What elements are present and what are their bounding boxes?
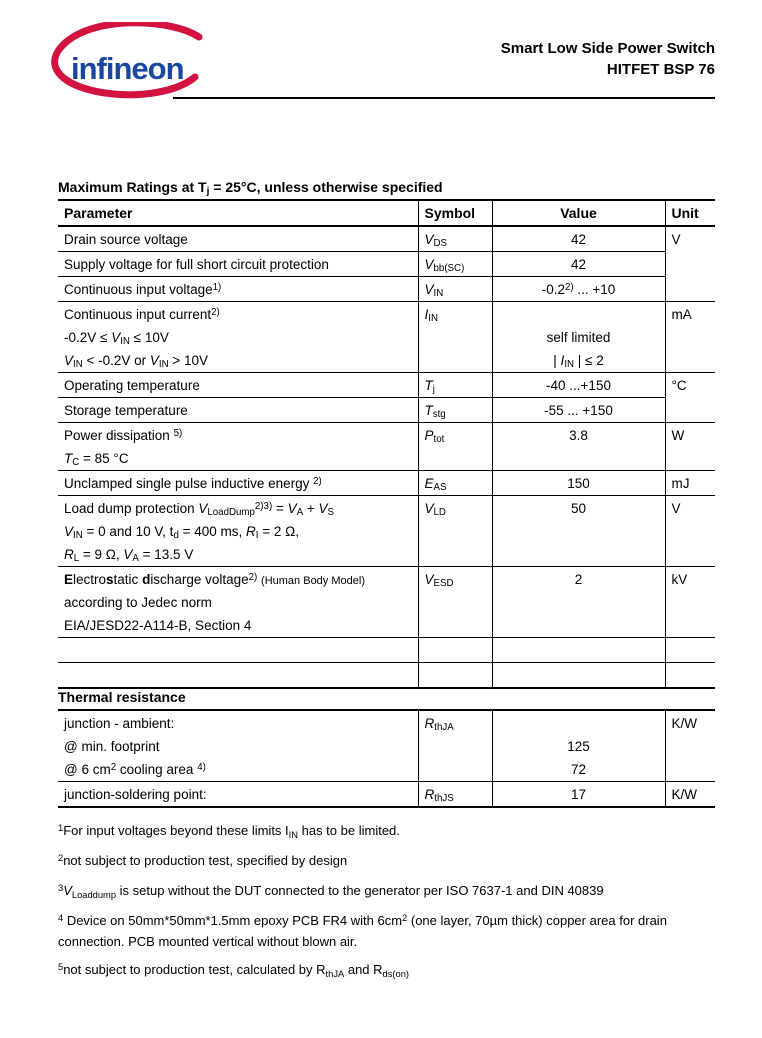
symbol-cell bbox=[418, 710, 492, 782]
cell-line: 150 bbox=[567, 476, 590, 491]
value-cell bbox=[492, 277, 665, 302]
cell-line: Continuous input current$^{2)}$ bbox=[64, 307, 220, 322]
cell-line: V bbox=[671, 232, 681, 247]
max-ratings-title: Maximum Ratings at Tj = 25°C, unless otherwise specified bbox=[58, 179, 443, 198]
table-row bbox=[58, 277, 715, 302]
cell-line: 3.8 bbox=[569, 428, 588, 443]
table-row bbox=[58, 373, 715, 398]
symbol-cell bbox=[418, 567, 492, 638]
symbol-cell bbox=[418, 638, 492, 663]
cell-line: VLD bbox=[424, 501, 446, 519]
symbol-cell bbox=[418, 496, 492, 567]
cell-line: -40 ...+150 bbox=[546, 378, 611, 393]
table-row bbox=[58, 782, 715, 808]
cell-line bbox=[672, 639, 710, 662]
symbol-cell bbox=[418, 277, 492, 302]
cell-line: K/W bbox=[671, 716, 697, 731]
symbol-cell bbox=[418, 373, 492, 398]
cell-line: -0.2V ≤ VIN ≤ 10V bbox=[64, 330, 169, 348]
table-row bbox=[58, 663, 715, 689]
unit-cell bbox=[665, 373, 715, 423]
parameter-cell bbox=[58, 782, 418, 808]
cell-line: VESD bbox=[424, 572, 454, 590]
symbol-cell bbox=[418, 663, 492, 689]
cell-line bbox=[672, 664, 710, 687]
footnotes bbox=[58, 821, 720, 990]
cell-line bbox=[425, 664, 486, 687]
symbol-cell bbox=[418, 423, 492, 471]
value-cell bbox=[492, 423, 665, 471]
table-row bbox=[58, 496, 715, 567]
cell-line: | IIN | ≤ 2 bbox=[553, 353, 604, 371]
value-cell bbox=[492, 373, 665, 398]
value-cell bbox=[492, 252, 665, 277]
table-row bbox=[58, 567, 715, 638]
logo-wordmark: infineon bbox=[71, 51, 184, 86]
cell-line: Tstg bbox=[424, 403, 446, 421]
cell-line: 2 bbox=[574, 572, 583, 587]
symbol-cell bbox=[418, 302, 492, 373]
parameter-cell bbox=[58, 423, 418, 471]
footnote: $^2$not subject to production test, specified by design bbox=[58, 853, 348, 868]
value-cell bbox=[492, 496, 665, 567]
unit-cell bbox=[665, 302, 715, 373]
cell-line: -0.2$^{2)}$ ... +10 bbox=[541, 282, 616, 297]
cell-line: mA bbox=[671, 307, 692, 322]
cell-line: VIN < -0.2V or VIN > 10V bbox=[64, 353, 209, 371]
parameter-cell bbox=[58, 567, 418, 638]
unit-cell bbox=[665, 710, 715, 782]
footnote: $^3V_{Loaddump}$ is setup without the DUT connected to the generator per ISO 7637-1 and DIN 40839 bbox=[58, 883, 604, 900]
cell-line: Tj bbox=[424, 378, 435, 396]
parameter-cell bbox=[58, 471, 418, 496]
value-cell bbox=[492, 782, 665, 808]
parameter-cell bbox=[58, 496, 418, 567]
header-rule bbox=[173, 97, 715, 99]
table-row bbox=[58, 423, 715, 471]
cell-line: @ min. footprint bbox=[64, 739, 160, 754]
cell-line: Continuous input voltage$^{1)}$ bbox=[64, 282, 222, 297]
cell-line bbox=[499, 303, 659, 326]
value-cell bbox=[492, 663, 665, 689]
table-row bbox=[58, 398, 715, 423]
cell-line: IIN bbox=[424, 307, 438, 325]
symbol-cell bbox=[418, 782, 492, 808]
cell-line: according to Jedec norm bbox=[64, 595, 212, 610]
cell-line bbox=[499, 664, 659, 687]
value-cell bbox=[492, 638, 665, 663]
parameter-cell bbox=[58, 710, 418, 782]
cell-line: VDS bbox=[424, 232, 448, 250]
max_ratings-table bbox=[58, 199, 715, 689]
cell-line: 72 bbox=[570, 762, 587, 777]
cell-line: 125 bbox=[567, 739, 590, 754]
cell-line: RL = 9 Ω, VA = 13.5 V bbox=[64, 547, 194, 565]
cell-line: Load dump protection VLoadDump$^{2)3)}$ = VA + VS bbox=[64, 501, 334, 519]
cell-line: junction - ambient: bbox=[64, 716, 175, 731]
parameter-cell bbox=[58, 277, 418, 302]
cell-line: 42 bbox=[570, 257, 587, 272]
value-cell bbox=[492, 226, 665, 252]
cell-line: Power dissipation $^{5)}$ bbox=[64, 428, 183, 443]
cell-line: Vbb(SC) bbox=[424, 257, 465, 275]
cell-line: @ 6 $cm^2$ cooling area $^{4)}$ bbox=[64, 762, 206, 777]
cell-line: self limited bbox=[546, 330, 611, 345]
table-row bbox=[58, 638, 715, 663]
cell-line: -55 ... +150 bbox=[544, 403, 613, 418]
column-header-parameter: Parameter bbox=[58, 200, 418, 226]
table-row bbox=[58, 226, 715, 252]
cell-line: kV bbox=[671, 572, 688, 587]
value-cell bbox=[492, 398, 665, 423]
cell-line: RthJA bbox=[424, 716, 454, 734]
table-row bbox=[58, 252, 715, 277]
unit-cell bbox=[665, 567, 715, 638]
cell-line: 50 bbox=[570, 501, 587, 516]
unit-cell bbox=[665, 782, 715, 808]
unit-cell bbox=[665, 663, 715, 689]
unit-cell bbox=[665, 423, 715, 471]
table-row bbox=[58, 302, 715, 373]
parameter-cell bbox=[58, 663, 418, 689]
cell-line: mJ bbox=[671, 476, 690, 491]
cell-line: Ptot bbox=[424, 428, 445, 446]
max-ratings-table-container bbox=[58, 199, 715, 689]
symbol-cell bbox=[418, 398, 492, 423]
cell-line: TC = 85 °C bbox=[64, 451, 129, 469]
cell-line: W bbox=[671, 428, 685, 443]
value-cell bbox=[492, 302, 665, 373]
cell-line bbox=[64, 639, 412, 662]
cell-line bbox=[499, 639, 659, 662]
cell-line bbox=[425, 639, 486, 662]
product-name: HITFET BSP 76 bbox=[606, 61, 715, 78]
column-header-row bbox=[58, 200, 715, 226]
cell-line: RthJS bbox=[424, 787, 454, 805]
parameter-cell bbox=[58, 638, 418, 663]
parameter-cell bbox=[58, 398, 418, 423]
cell-line: EAS bbox=[424, 476, 447, 494]
unit-cell bbox=[665, 496, 715, 567]
value-cell bbox=[492, 710, 665, 782]
value-cell bbox=[492, 471, 665, 496]
cell-line bbox=[64, 664, 412, 687]
symbol-cell bbox=[418, 471, 492, 496]
footnote: $^4$ Device on 50mm*50mm*1.5mm epoxy PCB FR4 with $6cm^2$ (one layer, 70µm thick) copper area for drain connection. PCB mounted vertical without blown air. bbox=[58, 913, 667, 949]
thermal-title: Thermal resistance bbox=[58, 689, 186, 705]
cell-line: 17 bbox=[570, 787, 587, 802]
parameter-cell bbox=[58, 252, 418, 277]
footnote: $^5$not subject to production test, calculated by $R_{thJA}$ and $R_{ds(on)}$ bbox=[58, 962, 410, 979]
cell-line: K/W bbox=[671, 787, 697, 802]
cell-line: Drain source voltage bbox=[64, 232, 188, 247]
cell-line: VIN bbox=[424, 282, 444, 300]
symbol-cell bbox=[418, 252, 492, 277]
column-header-value: Value bbox=[492, 200, 665, 226]
unit-cell bbox=[665, 471, 715, 496]
column-header-unit: Unit bbox=[665, 200, 715, 226]
unit-cell bbox=[665, 638, 715, 663]
infineon-logo-svg bbox=[42, 22, 217, 102]
product-family: Smart Low Side Power Switch bbox=[500, 40, 715, 57]
table-row bbox=[58, 471, 715, 496]
parameter-cell bbox=[58, 373, 418, 398]
parameter-cell bbox=[58, 226, 418, 252]
footnote: $^1$For input voltages beyond these limits $I_{IN}$ has to be limited. bbox=[58, 823, 400, 840]
infineon-logo bbox=[42, 22, 217, 107]
cell-line bbox=[499, 712, 659, 735]
cell-line: EIA/JESD22-A114-B, Section 4 bbox=[64, 618, 252, 633]
symbol-cell bbox=[418, 226, 492, 252]
cell-line: Operating temperature bbox=[64, 378, 200, 393]
cell-line: V bbox=[671, 501, 681, 516]
cell-line: junction-soldering point: bbox=[64, 787, 207, 802]
cell-line: Storage temperature bbox=[64, 403, 188, 418]
document-header bbox=[501, 38, 715, 80]
table-row bbox=[58, 710, 715, 782]
parameter-cell bbox=[58, 302, 418, 373]
column-header-symbol: Symbol bbox=[418, 200, 492, 226]
thermal-table-container bbox=[58, 709, 715, 808]
cell-line: Supply voltage for full short circuit protection bbox=[64, 257, 329, 272]
cell-line: Electrostatic discharge voltage$^{2)}$ (Human Body Model) bbox=[64, 572, 365, 587]
value-cell bbox=[492, 567, 665, 638]
unit-cell bbox=[665, 226, 715, 302]
cell-line: Unclamped single pulse inductive energy $^{2)}$ bbox=[64, 476, 322, 491]
cell-line: 42 bbox=[570, 232, 587, 247]
cell-line: VIN = 0 and 10 V, td = 400 ms, RI = 2 Ω, bbox=[64, 524, 299, 542]
cell-line: °C bbox=[671, 378, 687, 393]
thermal-table bbox=[58, 709, 715, 808]
